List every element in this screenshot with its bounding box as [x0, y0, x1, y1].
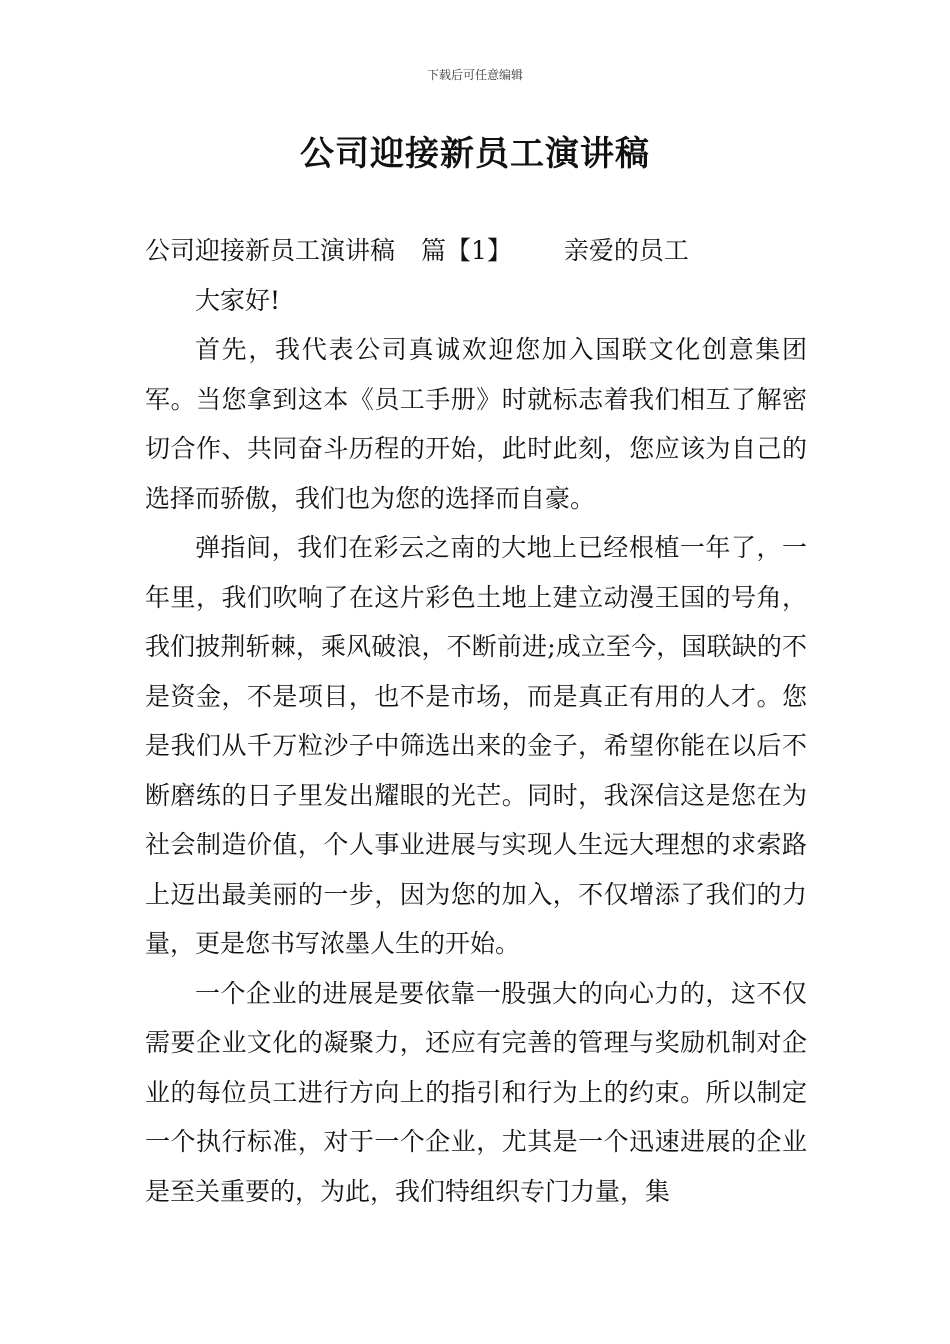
paragraph-3: 一个企业的进展是要依靠一股强大的向心力的，这不仅需要企业文化的凝聚力，还应有完善的管理与奖励机制对企业的每位员工进行方向上的指引和行为上的约束。所以制定一个执行标准，对于一个企业，尤其是一个迅速进展的企业是至关重要的，为此，我们特组织专门力量，集 — [145, 978, 807, 1206]
document-title: 公司迎接新员工演讲稿 — [300, 134, 650, 174]
salutation: 亲爱的员工 — [563, 236, 689, 265]
document-body — [145, 226, 807, 1216]
section-heading-title: 公司迎接新员工演讲稿 — [145, 236, 396, 265]
section-heading-line — [145, 226, 807, 276]
paragraph-1: 首先，我代表公司真诚欢迎您加入国联文化创意集团军。当您拿到这本《员工手册》时就标志着我们相互了解密切合作、共同奋斗历程的开始，此时此刻，您应该为自己的选择而骄傲，我们也为您的选择而自豪。 — [145, 335, 807, 513]
section-number: 篇【1】 — [421, 236, 512, 265]
paragraph-2: 弹指间，我们在彩云之南的大地上已经根植一年了，一年里，我们吹响了在这片彩色土地上建立动漫王国的号角，我们披荆斩棘，乘风破浪，不断前进;成立至今，国联缺的不是资金，不是项目，也不是市场，而是真正有用的人才。您是我们从千万粒沙子中筛选出来的金子，希望你能在以后不断磨练的日子里发出耀眼的光芒。同时，我深信这是您在为社会制造价值，个人事业进展与实现人生远大理想的求索路上迈出最美丽的一步，因为您的加入，不仅增添了我们的力量，更是您书写浓墨人生的开始。 — [145, 533, 807, 958]
header-note: 下载后可任意编辑 — [426, 68, 523, 82]
greeting: 大家好! — [195, 285, 281, 315]
